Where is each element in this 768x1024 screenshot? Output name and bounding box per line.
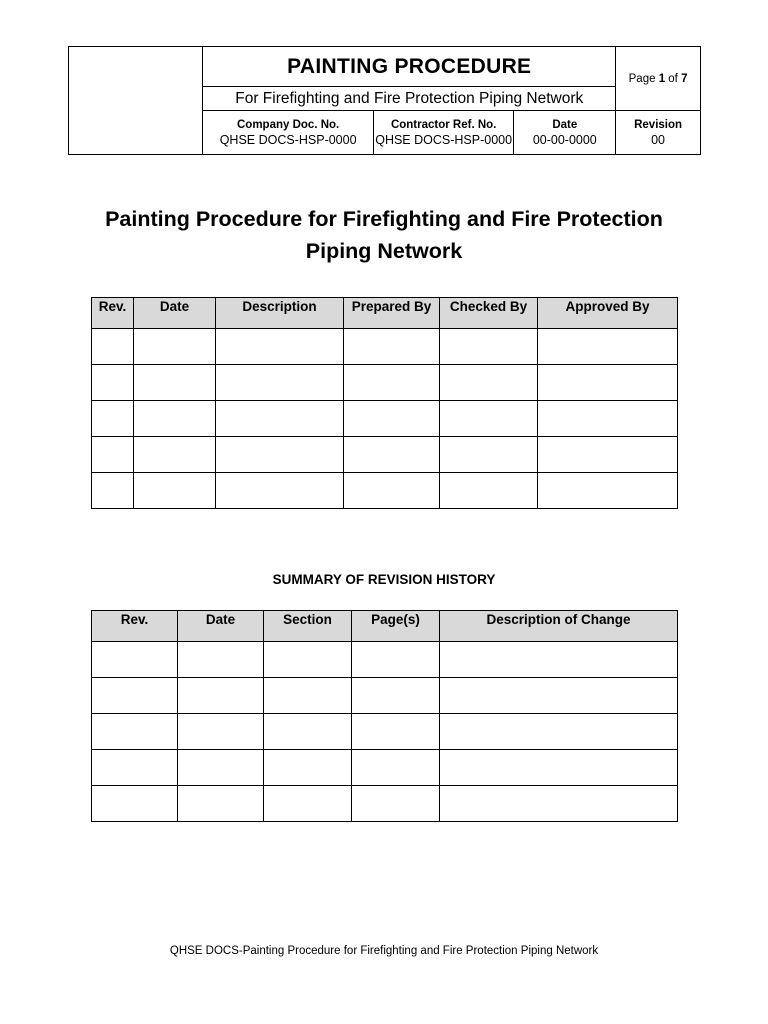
table-cell [264,678,352,714]
approval-col-date: Date [134,298,216,329]
table-cell [440,714,678,750]
table-cell [538,401,678,437]
table-row [92,642,678,678]
summary-title: SUMMARY OF REVISION HISTORY [272,572,496,587]
approval-col-prepared-by: Prepared By [344,298,440,329]
table-cell [216,365,344,401]
table-cell [216,401,344,437]
table-cell [216,329,344,365]
table-cell [178,750,264,786]
document-title-line-1: Painting Procedure for Firefighting and Fire Protection [105,207,663,231]
table-cell [92,714,178,750]
table-cell [440,437,538,473]
company-doc-cell [203,111,373,155]
table-cell [178,714,264,750]
company-doc-label: Company Doc. No. [237,118,340,131]
table-cell [264,750,352,786]
table-cell [264,642,352,678]
table-cell [92,437,134,473]
date-label: Date [552,118,578,131]
table-cell [92,750,178,786]
table-cell [440,750,678,786]
revhist-col-date: Date [178,611,264,642]
company-doc-value: QHSE DOCS-HSP-0000 [219,132,357,147]
table-row [92,473,678,509]
table-row [92,750,678,786]
table-cell [344,401,440,437]
document-title [80,203,688,267]
table-row [92,437,678,473]
page-of: of [665,72,682,85]
table-cell [92,365,134,401]
table-cell [538,437,678,473]
table-cell [352,642,440,678]
table-cell [440,678,678,714]
revhist-col-rev: Rev. [92,611,178,642]
contractor-ref-value: QHSE DOCS-HSP-0000 [375,132,513,147]
table-row [92,714,678,750]
table-cell [92,401,134,437]
logo-area [69,47,203,155]
page-total: 7 [681,72,688,85]
table-cell [134,401,216,437]
table-cell [92,329,134,365]
table-cell [538,473,678,509]
table-cell [134,365,216,401]
table-cell [440,365,538,401]
approval-col-description: Description [216,298,344,329]
revision-cell [616,111,701,155]
revhist-col-description: Description of Change [440,611,678,642]
table-cell [92,786,178,822]
approval-table [91,297,678,509]
table-cell [264,714,352,750]
table-cell [134,437,216,473]
revision-history-table [91,610,678,822]
table-cell [440,642,678,678]
contractor-ref-label: Contractor Ref. No. [390,118,497,131]
table-cell [538,365,678,401]
table-cell [344,365,440,401]
table-cell [344,329,440,365]
table-cell [538,329,678,365]
table-cell [344,473,440,509]
table-row [92,678,678,714]
table-row [92,365,678,401]
revhist-col-section: Section [264,611,352,642]
page-prefix: Page [628,72,659,85]
approval-col-approved-by: Approved By [538,298,678,329]
revhist-col-pages: Page(s) [352,611,440,642]
table-cell [216,473,344,509]
header-title: PAINTING PROCEDURE [203,47,616,87]
date-value: 00-00-0000 [532,132,597,147]
table-cell [440,329,538,365]
table-cell [92,642,178,678]
table-cell [92,678,178,714]
contractor-ref-cell [373,111,514,155]
table-cell [92,473,134,509]
revision-label: Revision [634,118,683,131]
document-title-line-2: Piping Network [305,239,463,263]
page-indicator [616,47,701,111]
table-row [92,401,678,437]
approval-col-checked-by: Checked By [440,298,538,329]
table-cell [264,786,352,822]
table-cell [178,786,264,822]
table-cell [178,678,264,714]
table-cell [352,714,440,750]
document-header [68,46,701,155]
table-row [92,329,678,365]
revision-value: 00 [651,132,666,147]
table-cell [352,678,440,714]
table-cell [216,437,344,473]
table-cell [352,750,440,786]
approval-col-rev: Rev. [92,298,134,329]
table-cell [440,401,538,437]
table-cell [440,786,678,822]
table-cell [178,642,264,678]
date-cell [514,111,616,155]
table-cell [344,437,440,473]
table-cell [134,329,216,365]
page-current: 1 [658,72,666,85]
table-cell [134,473,216,509]
header-subtitle: For Firefighting and Fire Protection Piping Network [203,87,616,111]
table-cell [352,786,440,822]
table-row [92,786,678,822]
page-footer: QHSE DOCS-Painting Procedure for Firefighting and Fire Protection Piping Network [169,945,599,957]
table-cell [440,473,538,509]
